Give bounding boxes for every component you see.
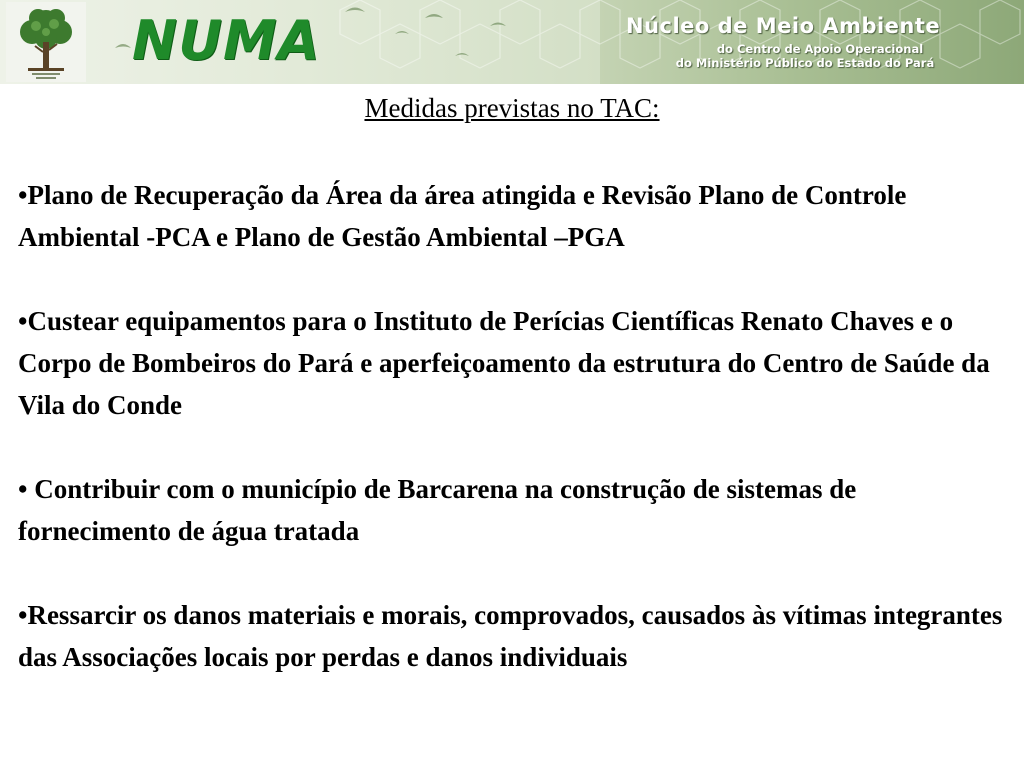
header-banner — [0, 0, 1024, 84]
tree-icon — [6, 2, 86, 82]
list-item — [18, 468, 1008, 552]
org-subtitle-1: do Centro de Apoio Operacional — [716, 42, 924, 56]
measures-list — [18, 174, 1008, 678]
page-title: Medidas previstas no TAC: — [364, 93, 660, 123]
list-item-text: Plano de Recuperação da Área da área atingida e Revisão Plano de Controle Ambiental -PCA e Plano de Gestão Ambiental –PGA — [18, 180, 907, 252]
list-item — [18, 300, 1008, 426]
list-item — [18, 174, 1008, 258]
brand-logo-text: NUMA — [132, 9, 321, 72]
bullet: • — [18, 600, 28, 630]
bullet: • — [18, 306, 28, 336]
bullet: • — [18, 180, 28, 210]
list-item-text: Contribuir com o município de Barcarena na construção de sistemas de fornecimento de água tratada — [18, 474, 857, 546]
org-subtitle-2: do Ministério Público do Estado do Pará — [675, 56, 935, 70]
org-title: Núcleo de Meio Ambiente — [626, 14, 941, 38]
list-item-text: Ressarcir os danos materiais e morais, comprovados, causados às vítimas integrantes das Associações locais por perdas e danos individuais — [18, 600, 1003, 672]
list-item — [18, 594, 1008, 678]
bullet: • — [18, 474, 35, 504]
list-item-text: Custear equipamentos para o Instituto de Perícias Científicas Renato Chaves e o Corpo de Bombeiros do Pará e aperfeiçoamento da estrutura do Centro de Saúde da Vila do Conde — [18, 306, 990, 420]
